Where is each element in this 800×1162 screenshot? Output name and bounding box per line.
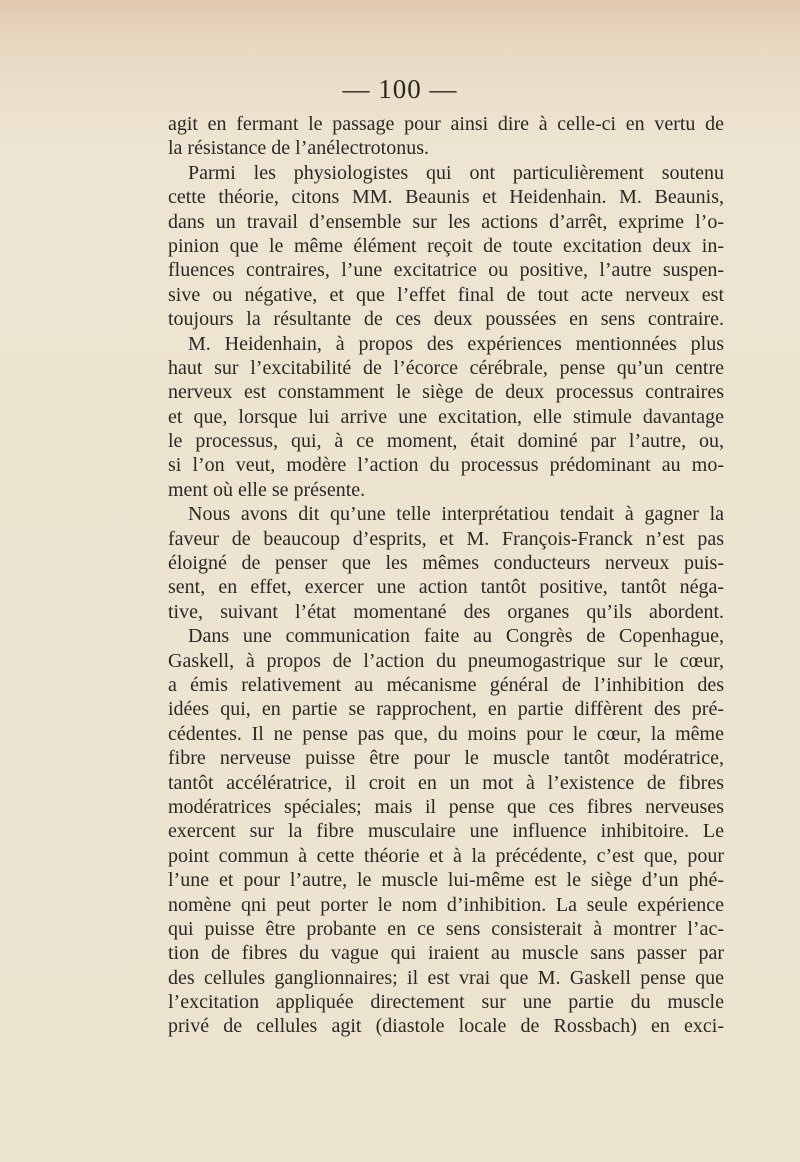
text-line: exercent sur la fibre musculaire une influence inhibitoire. Le	[168, 820, 724, 843]
text-line: cédentes. Il ne pense pas que, du moins pour le cœur, la même	[168, 722, 724, 745]
text-line: des cellules ganglionnaires; il est vrai que M. Gaskell pense que	[168, 966, 724, 989]
text-line: qui puisse être probante en ce sens consisterait à montrer l’ac-	[168, 917, 724, 940]
text-line: idées qui, en partie se rapprochent, en partie diffèrent des pré-	[168, 698, 724, 721]
text-line: éloigné de penser que les mêmes conducteurs nerveux puis-	[168, 552, 724, 575]
text-line: fluences contraires, l’une excitatrice ou positive, l’autre suspen-	[168, 259, 724, 282]
text-line: sent, en effet, exercer une action tantôt positive, tantôt néga-	[168, 576, 724, 599]
text-line: Gaskell, à propos de l’action du pneumogastrique sur le cœur,	[168, 649, 724, 672]
text-line: nerveux est constamment le siège de deux processus contraires	[168, 381, 724, 404]
text-line: agit en fermant le passage pour ainsi dire à celle-ci en vertu de	[168, 113, 724, 135]
text-line: M. Heidenhain, à propos des expériences mentionnées plus	[188, 332, 724, 355]
text-line: tive, suivant l’état momentané des organes qu’ils abordent.	[168, 600, 724, 623]
text-line: Dans une communication faite au Congrès de Copenhague,	[188, 625, 724, 648]
text-line: point commun à cette théorie et à la précédente, c’est que, pour	[168, 844, 724, 867]
body-text	[168, 112, 724, 1039]
text-line: le processus, qui, à ce moment, était dominé par l’autre, ou,	[168, 430, 724, 453]
text-line: modératrices spéciales; mais il pense que ces fibres nerveuses	[168, 795, 724, 818]
text-line: si l’on veut, modère l’action du processus prédominant au mo-	[168, 454, 724, 477]
text-line: nomène qni peut porter le nom d’inhibition. La seule expérience	[168, 893, 724, 916]
text-line: privé de cellules agit (diastole locale de Rossbach) en exci-	[168, 1015, 724, 1038]
text-line: Parmi les physiologistes qui ont particulièrement soutenu	[188, 161, 724, 184]
text-line: tion de fibres du vague qui iraient au muscle sans passer par	[168, 942, 724, 965]
text-line: cette théorie, citons MM. Beaunis et Heidenhain. M. Beaunis,	[168, 186, 724, 209]
page-number: — 100 —	[342, 74, 458, 104]
text-line: la résistance de l’anélectrotonus.	[168, 137, 429, 160]
text-line: l’excitation appliquée directement sur une partie du muscle	[168, 991, 724, 1014]
text-line: tantôt accélératrice, il croit en un mot à l’existence de fibres	[168, 771, 724, 794]
text-line: pinion que le même élément reçoit de toute excitation deux in-	[168, 234, 724, 257]
text-line: haut sur l’excitabilité de l’écorce cérébrale, pense qu’un centre	[168, 356, 724, 379]
text-line: sive ou négative, et que l’effet final de tout acte nerveux est	[168, 283, 724, 306]
text-line: a émis relativement au mécanisme général de l’inhibition des	[168, 673, 724, 696]
text-line: l’une et pour l’autre, le muscle lui-même est le siège d’un phé-	[168, 869, 724, 892]
text-line: faveur de beaucoup d’esprits, et M. François-Franck n’est pas	[168, 527, 724, 550]
text-line: et que, lorsque lui arrive une excitation, elle stimule davantage	[168, 405, 724, 428]
text-line: ment où elle se présente.	[168, 478, 366, 501]
text-line: Nous avons dit qu’une telle interprétatiou tendait à gagner la	[188, 503, 724, 526]
text-line: dans un travail d’ensemble sur les actions d’arrêt, exprime l’o-	[168, 210, 724, 233]
text-line: fibre nerveuse puisse être pour le muscle tantôt modératrice,	[168, 747, 724, 770]
text-line: toujours la résultante de ces deux poussées en sens contraire.	[168, 308, 724, 331]
